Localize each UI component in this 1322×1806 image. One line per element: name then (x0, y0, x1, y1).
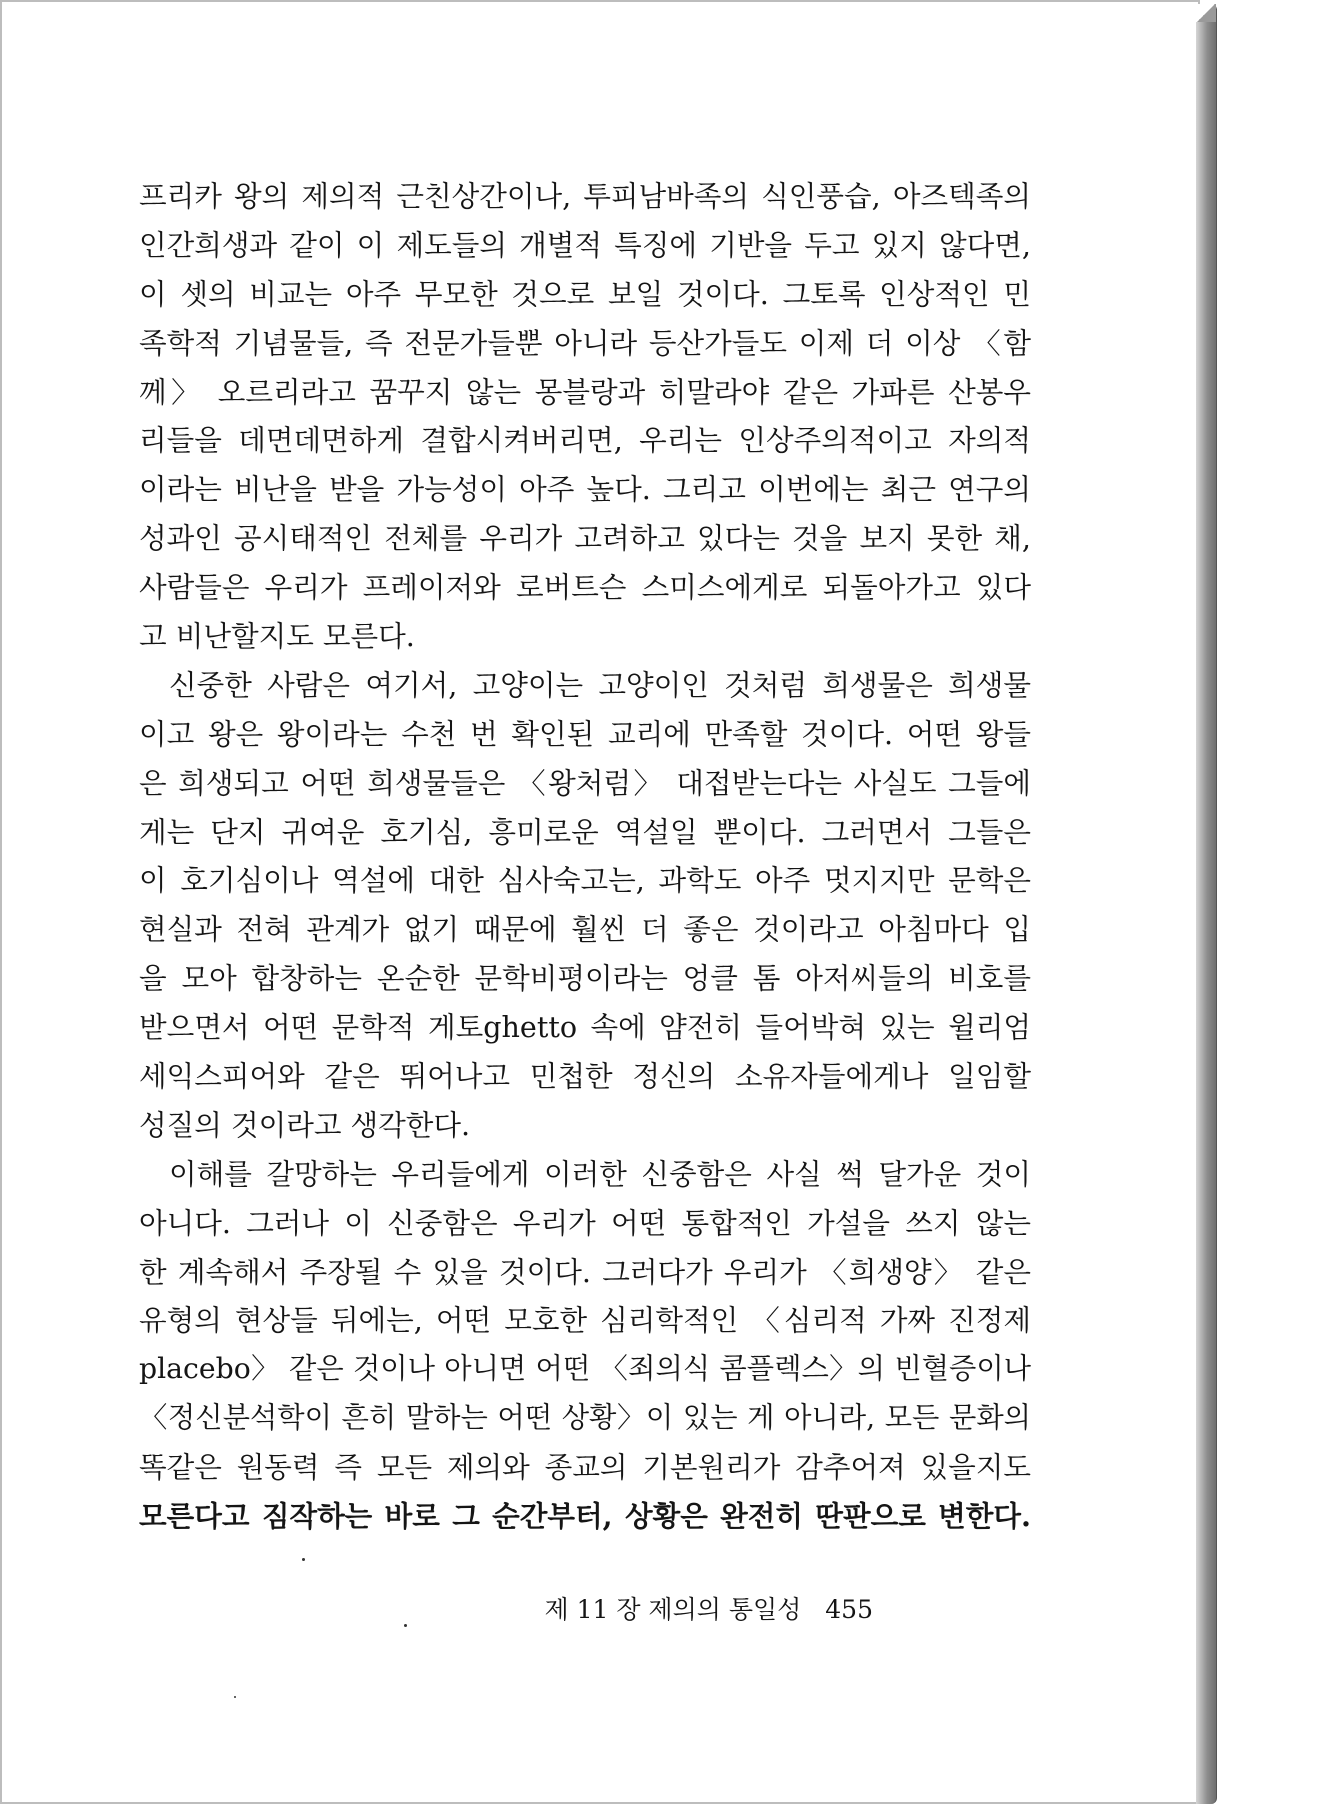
text-line: 한 계속해서 주장될 수 있을 것이다. 그러다가 우리가 〈희생양〉 같은 (139, 1254, 1031, 1289)
scan-speck (404, 1624, 407, 1627)
text-line: 〈정신분석학이 흔히 말하는 어떤 상황〉이 있는 게 아니라, 모든 문화의 (139, 1401, 1031, 1435)
text-line: 이라는 비난을 받을 가능성이 아주 높다. 그리고 이번에는 최근 연구의 (139, 472, 1031, 507)
text-line: 아니다. 그러나 이 신중함은 우리가 어떤 통합적인 가설을 쓰지 않는 (139, 1205, 1031, 1240)
running-footer (544, 1590, 873, 1626)
scan-speck (302, 1558, 305, 1561)
text-line: 성과인 공시태적인 전체를 우리가 고려하고 있다는 것을 보지 못한 채, (139, 521, 1031, 556)
text-line: 세익스피어와 같은 뛰어나고 민첩한 정신의 소유자들에게나 일임할 (139, 1059, 1031, 1094)
text-line: 족학적 기념물들, 즉 전문가들뿐 아니라 등산가들도 이제 더 이상 〈함 (139, 325, 1031, 360)
page-edge-shadow (1196, 4, 1217, 1804)
text-line: 을 모아 합창하는 온순한 문학비평이라는 엉클 톰 아저씨들의 비호를 (139, 961, 1031, 996)
text-line: 성질의 것이라고 생각한다. (139, 1107, 471, 1142)
text-line: 받으면서 어떤 문학적 게토ghetto 속에 얌전히 들어박혀 있는 윌리엄 (139, 1010, 1031, 1045)
text-line: 사람들은 우리가 프레이저와 로버트슨 스미스에게로 되돌아가고 있다 (139, 570, 1031, 605)
text-line: 이 호기심이나 역설에 대한 심사숙고는, 과학도 아주 멋지지만 문학은 (139, 863, 1031, 898)
text-line: 신중한 사람은 여기서, 고양이는 고양이인 것처럼 희생물은 희생물 (169, 667, 1031, 702)
text-line: 이해를 갈망하는 우리들에게 이러한 신중함은 사실 썩 달가운 것이 (169, 1156, 1031, 1191)
chapter-title: 제 11 장 제의의 통일성 (544, 1595, 802, 1624)
text-line: 똑같은 원동력 즉 모든 제의와 종교의 기본원리가 감추어져 있을지도 (139, 1450, 1031, 1485)
text-line: placebo〉 같은 것이나 아니면 어떤 〈죄의식 콤플렉스〉의 빈혈증이나 (139, 1352, 1031, 1386)
text-line: 현실과 전혀 관계가 없기 때문에 훨씬 더 좋은 것이라고 아침마다 입 (139, 912, 1031, 947)
text-line: 이고 왕은 왕이라는 수천 번 확인된 교리에 만족할 것이다. 어떤 왕들 (139, 716, 1031, 751)
text-line: 리들을 데면데면하게 결합시켜버리면, 우리는 인상주의적이고 자의적 (139, 423, 1031, 458)
text-line: 유형의 현상들 뒤에는, 어떤 모호한 심리학적인 〈심리적 가짜 진정제 (139, 1303, 1031, 1338)
text-line: 이 셋의 비교는 아주 무모한 것으로 보일 것이다. 그토록 인상적인 민 (139, 276, 1031, 311)
text-line: 인간희생과 같이 이 제도들의 개별적 특징에 기반을 두고 있지 않다면, (139, 227, 1031, 262)
text-line: 프리카 왕의 제의적 근친상간이나, 투피남바족의 식인풍습, 아즈텍족의 (139, 179, 1031, 213)
page-corner-fold (1196, 4, 1216, 22)
scan-speck (234, 1696, 236, 1698)
text-line: 께〉 오르리라고 꿈꾸지 않는 몽블랑과 히말라야 같은 가파른 산봉우 (139, 374, 1031, 409)
body-text (139, 172, 1031, 1541)
page-number: 455 (825, 1595, 873, 1624)
text-line: 고 비난할지도 모른다. (139, 619, 415, 654)
text-line: 모른다고 짐작하는 바로 그 순간부터, 상황은 완전히 딴판으로 변한다. (139, 1499, 1031, 1534)
text-line: 게는 단지 귀여운 호기심, 흥미로운 역설일 뿐이다. 그러면서 그들은 (139, 814, 1031, 849)
text-line: 은 희생되고 어떤 희생물들은 〈왕처럼〉 대접받는다는 사실도 그들에 (139, 765, 1031, 800)
